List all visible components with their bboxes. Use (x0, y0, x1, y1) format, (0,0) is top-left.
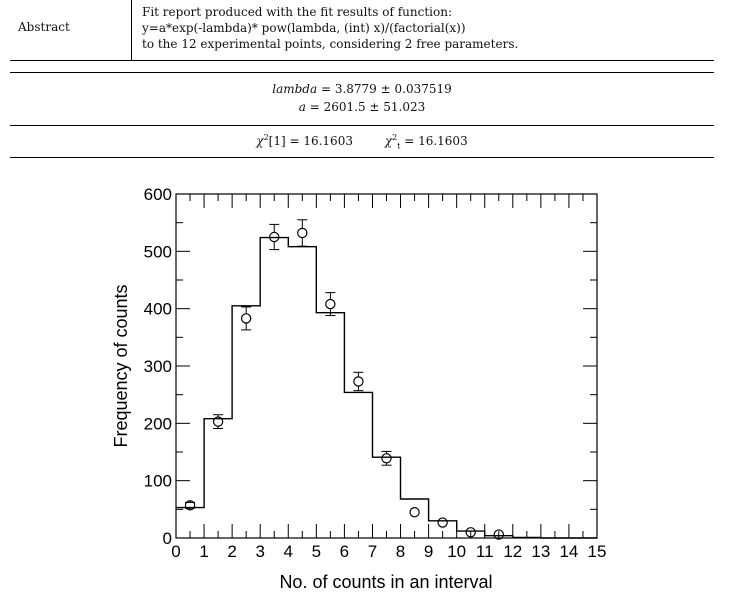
rule-chi-bottom (10, 157, 714, 158)
plot-frame (176, 194, 597, 538)
param-lambda (10, 80, 714, 98)
param-a (10, 98, 714, 116)
poisson-fit-chart (100, 178, 640, 595)
y-tick-label: 500 (143, 242, 172, 262)
x-tick-label: 2 (227, 542, 237, 561)
param-a-value: = 2601.5 ± 51.023 (309, 100, 426, 114)
data-point (242, 314, 251, 323)
data-point (438, 518, 447, 527)
x-tick-label: 3 (255, 542, 265, 561)
x-tick-label: 13 (531, 542, 551, 561)
abstract-label: Abstract (18, 20, 70, 34)
y-tick-label: 100 (143, 471, 172, 491)
y-tick-label: 0 (162, 529, 172, 548)
chi-squared-t-value: $\chi^2_t = 16.1603$ (384, 133, 468, 151)
x-axis-label: No. of counts in an interval (279, 572, 493, 592)
y-tick-label: 300 (143, 357, 172, 376)
y-tick-label: 400 (143, 299, 172, 319)
x-tick-label: 7 (367, 542, 378, 561)
chi-block (10, 133, 714, 150)
fit-step-line (176, 238, 597, 538)
abstract-line-3: to the 12 experimental points, considering 2 free parameters. (142, 37, 519, 51)
x-tick-label: 10 (447, 542, 467, 561)
data-point (354, 377, 363, 386)
abstract-table (10, 0, 714, 61)
abstract-text (142, 4, 518, 52)
x-tick-label: 11 (475, 542, 494, 561)
x-tick-label: 12 (503, 542, 523, 561)
param-lambda-value: = 3.8779 ± 0.037519 (320, 82, 452, 96)
x-tick-label: 5 (311, 542, 322, 561)
chi-squared-value: $\chi^2[1] = 16.1603$ (256, 133, 353, 148)
param-lambda-name: lambda (272, 82, 318, 96)
param-a-name: a (298, 100, 306, 114)
y-tick-label: 200 (143, 414, 172, 434)
rule-chi-top (10, 125, 714, 126)
parameters-block (10, 80, 714, 116)
x-tick-label: 15 (587, 542, 607, 561)
data-point (410, 508, 419, 517)
x-tick-label: 1 (199, 542, 209, 561)
data-point (326, 299, 335, 308)
y-axis-label: Frequency of counts (111, 284, 131, 448)
data-point (382, 454, 391, 463)
y-tick-label: 600 (143, 185, 172, 204)
x-tick-label: 6 (339, 542, 350, 561)
x-tick-label: 9 (423, 542, 434, 561)
x-tick-label: 8 (395, 542, 406, 561)
data-point (298, 228, 307, 237)
rule-params-top (10, 72, 714, 73)
x-tick-label: 14 (559, 542, 579, 561)
abstract-line-1: Fit report produced with the fit results of function: (142, 5, 452, 19)
x-tick-label: 4 (283, 542, 294, 561)
abstract-divider (131, 0, 132, 60)
x-tick-label: 0 (171, 542, 181, 561)
abstract-line-2: y=a*exp(-lambda)* pow(lambda, (int) x)/(factorial(x)) (142, 21, 466, 35)
